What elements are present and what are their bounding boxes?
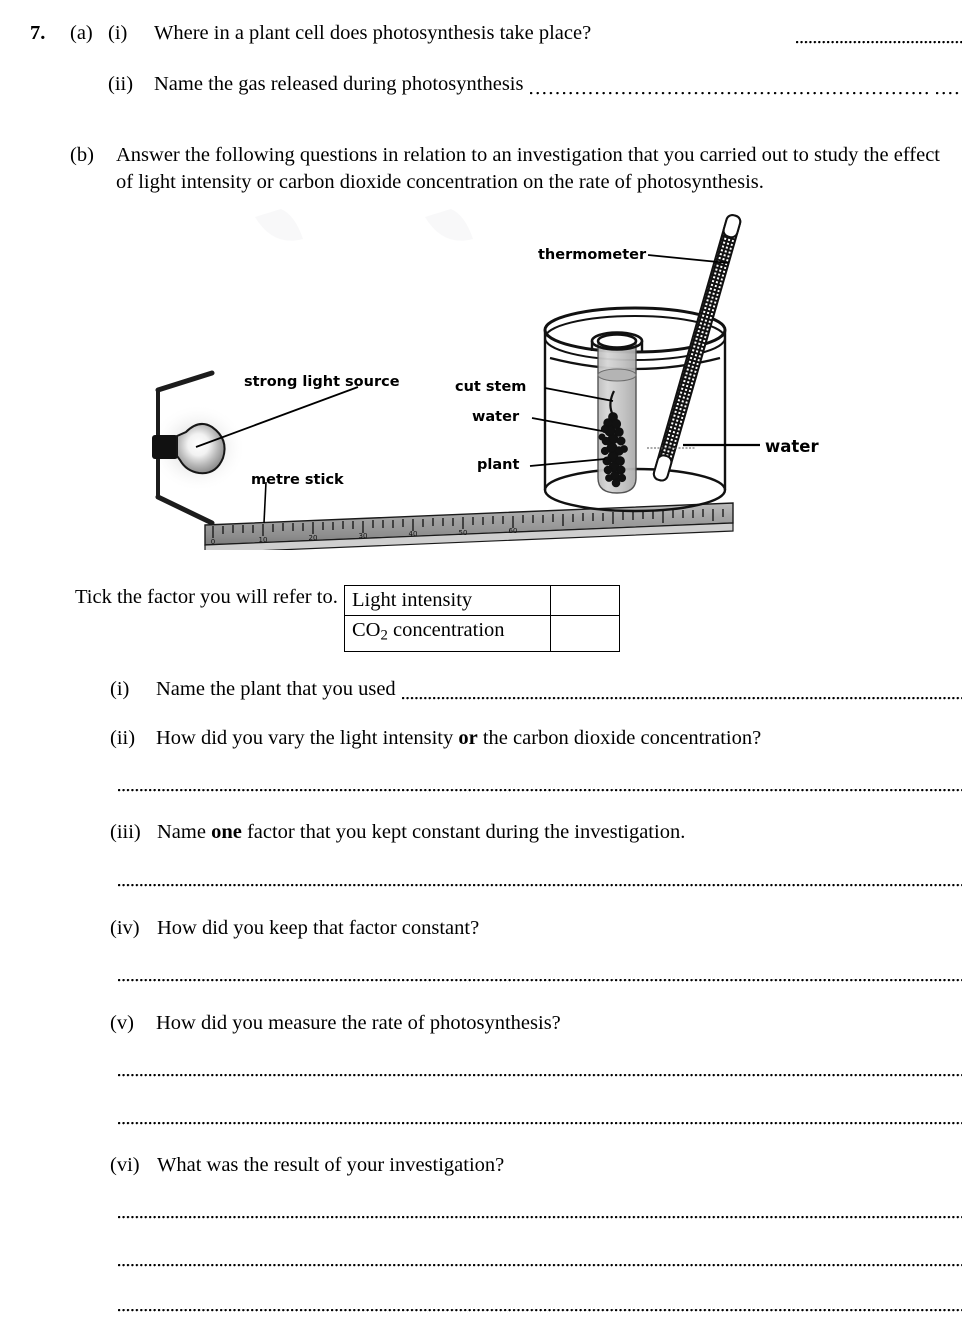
apparatus-diagram [150, 205, 850, 550]
question-number: 7. [30, 22, 46, 44]
tick-box-co2-concentration[interactable] [551, 616, 620, 652]
tick-instruction: Tick the factor you will refer to. [75, 586, 338, 608]
part-label-b: (b) [70, 144, 94, 166]
svg-text:50: 50 [458, 529, 468, 537]
leader-plant [530, 459, 605, 466]
table-row [345, 586, 620, 616]
svg-text:0: 0 [210, 538, 216, 546]
strong-light-source-graphic [150, 373, 246, 523]
question-a-i-text: Where in a plant cell does photosynthesis take place? [154, 22, 592, 44]
item-marker-a-i: (i) [108, 22, 128, 44]
answer-line-b-ii-1 [118, 789, 962, 792]
label-strong-light-source: strong light source [244, 374, 400, 390]
question-b-iii-text-after: factor that you kept constant during the investigation. [241, 821, 686, 843]
leader-water-tube [532, 418, 602, 431]
question-7-a-ii-row [108, 71, 523, 97]
question-b-vi-row [110, 1152, 504, 1178]
label-cut-stem: cut stem [455, 379, 527, 395]
question-b-iii-text-before: Name [157, 821, 212, 843]
answer-leader-a-ii-tail [936, 92, 962, 95]
question-b-i-row [110, 676, 396, 702]
question-a-ii-text: Name the gas released during photosynthesis [154, 73, 524, 95]
item-marker-a-ii: (ii) [108, 73, 134, 95]
co2-tail: concentration [387, 619, 505, 641]
answer-line-b-iv-1 [118, 979, 962, 982]
question-b-ii-bold: or [458, 727, 478, 749]
svg-text:40: 40 [408, 530, 418, 538]
tick-box-light-intensity[interactable] [551, 586, 620, 616]
label-plant: plant [477, 457, 520, 473]
question-b-iv-row [110, 915, 479, 941]
answer-line-b-vi-2 [118, 1264, 962, 1267]
answer-line-b-vi-3 [118, 1309, 962, 1312]
label-metre-stick: metre stick [251, 472, 344, 488]
question-b-ii-text-before: How did you vary the light intensity [156, 727, 459, 749]
answer-line-b-v-1 [118, 1074, 962, 1077]
answer-line-b-v-2 [118, 1122, 962, 1125]
item-marker-b-iii: (iii) [110, 821, 141, 843]
part-label-b-row [70, 142, 108, 168]
question-b-iii-bold: one [211, 821, 242, 843]
svg-text:20: 20 [308, 534, 318, 542]
part-label-a: (a) [70, 22, 93, 44]
answer-line-b-vi-1 [118, 1216, 962, 1219]
question-b-vi-text: What was the result of your investigation? [157, 1154, 505, 1176]
question-b-ii-text-after: the carbon dioxide concentration? [477, 727, 762, 749]
factor-label-light-intensity: Light intensity [345, 586, 551, 616]
svg-text:10: 10 [258, 536, 268, 544]
thermometer-graphic [652, 214, 741, 482]
question-7-a-i-row [30, 20, 591, 46]
tick-factor-table [344, 585, 620, 652]
svg-text:60: 60 [508, 527, 518, 535]
question-b-v-text: How did you measure the rate of photosynthesis? [156, 1012, 561, 1034]
answer-leader-a-ii [530, 92, 928, 95]
label-water-beaker: water [765, 437, 819, 456]
item-marker-b-v: (v) [110, 1012, 134, 1034]
item-marker-b-ii: (ii) [110, 727, 136, 749]
table-row [345, 616, 620, 652]
answer-line-b-iii-1 [118, 884, 962, 887]
item-marker-b-i: (i) [110, 678, 130, 700]
question-b-iv-text: How did you keep that factor constant? [157, 917, 480, 939]
co2-text: CO [352, 619, 381, 641]
question-b-iii-row [110, 819, 685, 845]
co2-subscript: 2 [380, 627, 388, 644]
answer-leader-a-i [796, 41, 962, 44]
factor-label-co2-concentration [345, 616, 551, 652]
question-b-intro-text: Answer the following questions in relation to an investigation that you carried out to study the effect of light intensity or carbon dioxide concentration on the rate of photosynthesis. [116, 144, 940, 193]
svg-text:30: 30 [358, 532, 368, 540]
label-water-tube: water [472, 409, 520, 425]
leader-metre-stick [264, 482, 266, 523]
question-b-ii-row [110, 725, 761, 751]
question-b-v-row [110, 1010, 561, 1036]
label-thermometer: thermometer [538, 247, 647, 263]
item-marker-b-vi: (vi) [110, 1154, 140, 1176]
item-marker-b-iv: (iv) [110, 917, 140, 939]
question-b-i-text: Name the plant that you used [156, 678, 396, 700]
page-smudge-artifacts [255, 209, 473, 241]
answer-leader-b-i [402, 697, 962, 700]
